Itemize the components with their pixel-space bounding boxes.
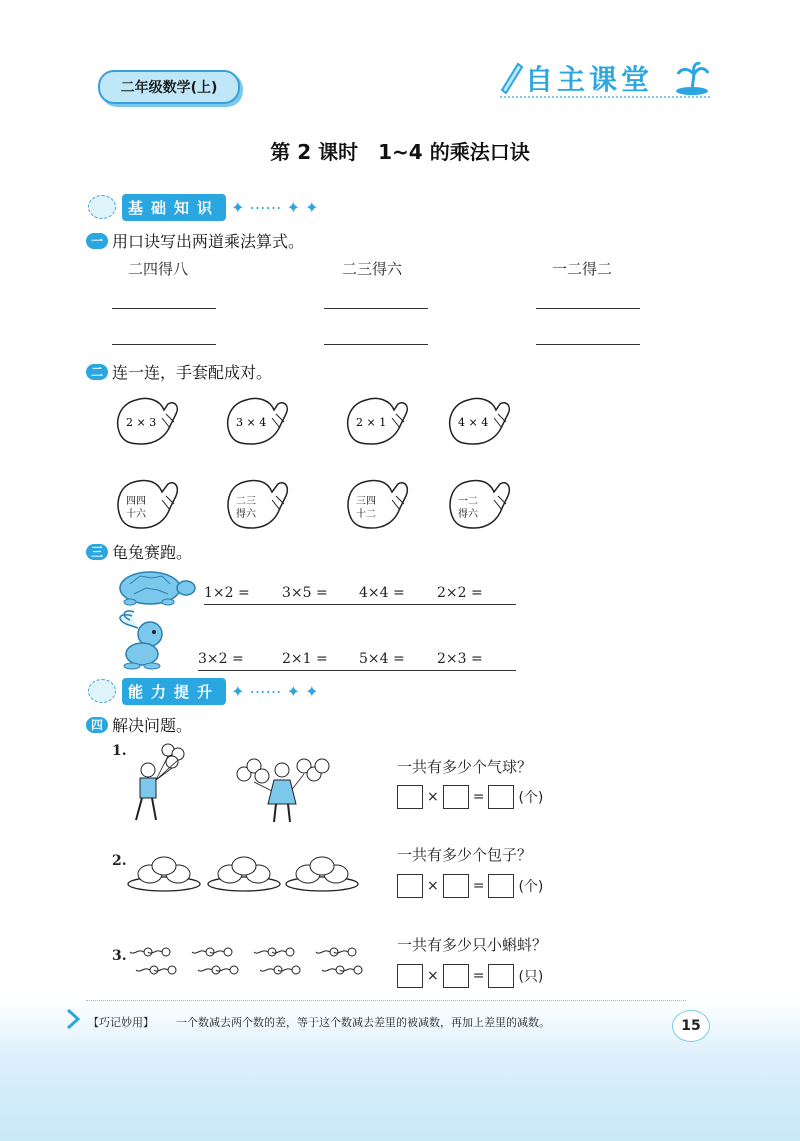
rhyme-1: 二四得八	[128, 260, 189, 278]
answer-box[interactable]	[488, 874, 514, 898]
unit-label: (个)	[518, 879, 544, 895]
answer-line[interactable]	[324, 344, 428, 345]
race-eq: 3×2 =	[198, 651, 244, 667]
section-banner-advanced	[88, 678, 319, 704]
race-eq: 2×2 =	[437, 585, 483, 601]
question-4	[86, 713, 192, 736]
times-sign: ×	[427, 789, 439, 805]
mitten-top-1[interactable]	[112, 390, 182, 450]
mitten-top-4[interactable]	[444, 390, 514, 450]
mitten-bottom-1[interactable]	[112, 470, 182, 534]
question-1	[86, 229, 304, 252]
answer-box[interactable]	[397, 785, 423, 809]
mitten-top-3[interactable]	[342, 390, 412, 450]
rabbit-icon	[112, 610, 182, 670]
answer-box[interactable]	[443, 874, 469, 898]
problem-question: 一共有多少个气球？	[397, 758, 533, 776]
page-number: 15	[672, 1010, 710, 1042]
page-title: 第 2 课时 1~4 的乘法口诀	[270, 140, 530, 164]
mitten-bottom-3[interactable]	[342, 470, 412, 534]
footer-divider	[86, 1000, 686, 1001]
steamed-buns-plates-icon	[126, 844, 366, 894]
question-text: 龟兔赛跑。	[112, 543, 193, 562]
tadpoles-icon	[128, 944, 376, 980]
race-eq: 2×3 =	[437, 651, 483, 667]
unit-label: (个)	[518, 790, 544, 806]
answer-box[interactable]	[443, 785, 469, 809]
question-text: 用口诀写出两道乘法算式。	[112, 232, 305, 251]
equals-sign: =	[472, 789, 485, 805]
question-number: 四	[86, 717, 108, 733]
problem-question: 一共有多少只小蝌蚪？	[397, 936, 548, 954]
tip-text: 一个数减去两个数的差，等于这个数减去差里的被减数，再加上差里的减数。	[176, 1016, 550, 1029]
race-track-line	[198, 670, 516, 671]
question-number: 二	[86, 364, 108, 380]
question-text: 解决问题。	[112, 716, 193, 735]
race-eq: 5×4 =	[359, 651, 405, 667]
mitten-bottom-4[interactable]	[444, 470, 514, 534]
mitten-label: 三四	[356, 496, 376, 507]
answer-line[interactable]	[536, 344, 640, 345]
boy-with-balloons-icon	[126, 740, 186, 826]
rhyme-3: 一二得二	[552, 260, 613, 278]
mitten-label: 2 × 1	[356, 416, 387, 429]
answer-line[interactable]	[324, 308, 428, 309]
mitten-label: 得六	[458, 509, 478, 520]
mitten-label: 二三	[236, 496, 256, 507]
mitten-label: 2 × 3	[126, 416, 157, 429]
tip-label: 【巧记妙用】	[88, 1016, 154, 1029]
race-eq: 2×1 =	[282, 651, 328, 667]
mitten-bottom-2[interactable]	[222, 470, 292, 534]
answer-formula	[397, 964, 543, 988]
palm-island-icon	[672, 60, 712, 96]
pencil-icon	[496, 58, 524, 94]
race-eq: 3×5 =	[282, 585, 328, 601]
mitten-label: 十二	[356, 509, 376, 520]
problem-number: 3.	[112, 948, 127, 964]
turtle-icon	[112, 566, 198, 606]
question-3	[86, 540, 192, 563]
race-eq: 4×4 =	[359, 585, 405, 601]
question-text: 连一连，手套配成对。	[112, 363, 273, 382]
mitten-top-2[interactable]	[222, 390, 292, 450]
sparkle-icon: ✦ ⋯⋯ ✦ ✦	[226, 197, 319, 217]
answer-box[interactable]	[397, 964, 423, 988]
answer-formula	[397, 874, 543, 898]
mascot-icon	[88, 195, 116, 219]
mitten-label: 3 × 4	[236, 416, 267, 429]
section-banner-basic	[88, 194, 319, 220]
unit-label: (只)	[518, 969, 544, 985]
mascot-icon	[88, 679, 116, 703]
mitten-label: 一二	[458, 496, 478, 507]
answer-box[interactable]	[488, 964, 514, 988]
mitten-label: 四四	[126, 496, 146, 507]
problem-number: 1.	[112, 743, 127, 759]
brand-title: 自主课堂	[525, 63, 654, 96]
question-2	[86, 360, 272, 383]
equals-sign: =	[472, 878, 485, 894]
answer-line[interactable]	[536, 308, 640, 309]
answer-line[interactable]	[112, 344, 216, 345]
problem-number: 2.	[112, 853, 127, 869]
answer-formula	[397, 785, 543, 809]
section-label: 基础知识	[122, 194, 226, 221]
mitten-label: 十六	[126, 509, 146, 520]
times-sign: ×	[427, 878, 439, 894]
race-track-line	[204, 604, 516, 605]
rhyme-2: 二三得六	[342, 260, 403, 278]
problem-question: 一共有多少个包子？	[397, 846, 533, 864]
mitten-label: 得六	[236, 509, 256, 520]
answer-box[interactable]	[397, 874, 423, 898]
equals-sign: =	[472, 968, 485, 984]
answer-box[interactable]	[488, 785, 514, 809]
question-number: 三	[86, 544, 108, 560]
question-number: 一	[86, 233, 108, 249]
grade-badge: 二年级数学(上)	[98, 70, 240, 104]
girl-with-balloons-icon	[234, 752, 330, 824]
section-label: 能力提升	[122, 678, 226, 705]
memory-tip	[88, 1014, 550, 1030]
chevron-right-icon	[66, 1008, 80, 1030]
times-sign: ×	[427, 968, 439, 984]
answer-box[interactable]	[443, 964, 469, 988]
mitten-label: 4 × 4	[458, 416, 489, 429]
answer-line[interactable]	[112, 308, 216, 309]
header-divider	[500, 96, 710, 98]
race-eq: 1×2 =	[204, 585, 250, 601]
sparkle-icon: ✦ ⋯⋯ ✦ ✦	[226, 681, 319, 701]
